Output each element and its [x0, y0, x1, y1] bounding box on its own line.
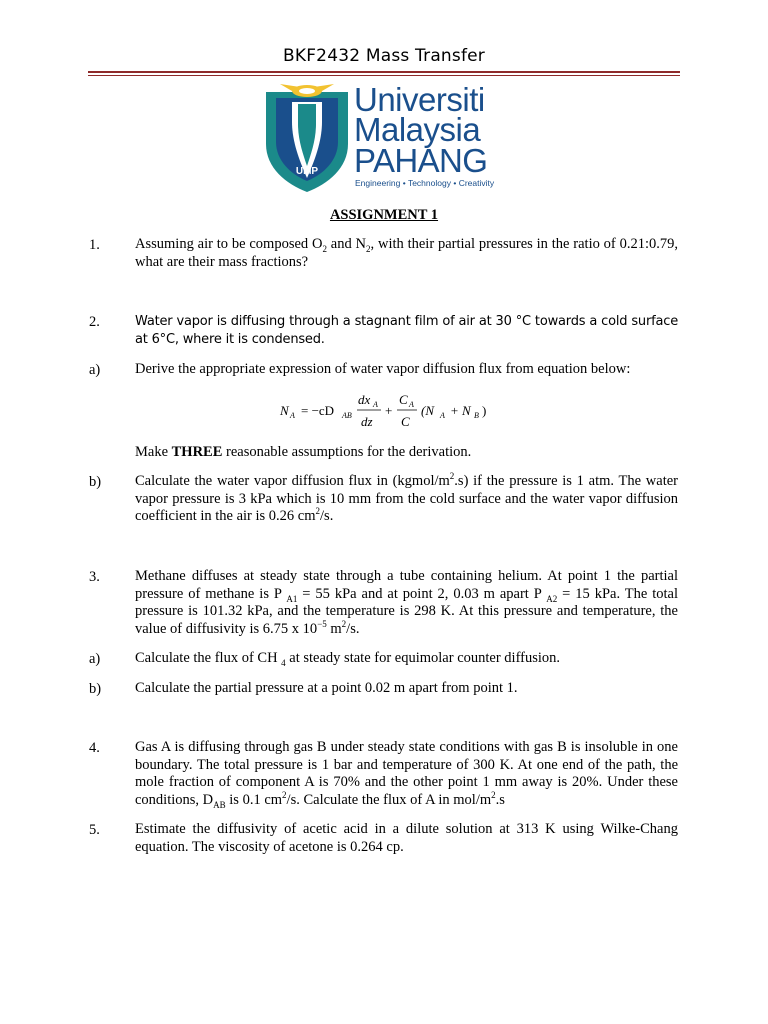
q2a-label: a)	[89, 362, 101, 378]
q1-number: 1.	[89, 237, 100, 253]
q3-number: 3.	[89, 569, 100, 585]
q2b-text: Calculate the water vapor diffusion flux in $(kgmol/m^2.s)$ if the pressure is 1 atm. The water vapor pressure is 3 kPa which is 10 mm from the cold surface and the water vapor diffusion coefficient in the air is 0.26 $cm^2/s$.	[135, 471, 678, 524]
header-rule-thin	[88, 75, 680, 76]
q3-text: Methane diffuses at steady state through a tube containing helium. At point 1 the partial pressure of methane is P $_{A1}$ = 55 kPa and at point 2, 0.03 m apart P $_{A2}$ = 15 kPa. The total pressure is 101.32 kPa, and the temperature is 298 K. At this pressure and temperature, the value of diffusivity is 6.75 x $10^{-5}$ $m^2/s$.	[135, 568, 678, 637]
assignment-title: ASSIGNMENT 1	[329, 207, 439, 223]
eq-paren-sub2: B	[474, 411, 479, 420]
eq-lhs-sub: A	[290, 411, 295, 420]
eq-paren-sub1: A	[440, 411, 445, 420]
eq-frac1-num: dx	[358, 392, 371, 407]
eq-paren-open: (N	[421, 403, 434, 418]
logo-word-pahang: PAHANG	[354, 142, 488, 179]
eq-dab-sub: AB	[342, 411, 352, 420]
eq-frac2-den: C	[401, 414, 410, 429]
q2a-text: Derive the appropriate expression of water vapor diffusion flux from equation below:	[135, 361, 631, 377]
logo-word-malaysia: Malaysia	[354, 111, 481, 148]
eq-lhs: N	[280, 403, 289, 418]
eq-frac1-num-sub: A	[373, 400, 378, 409]
university-logo	[262, 82, 512, 194]
q5-number: 5.	[89, 822, 100, 838]
q3b-label: b)	[89, 681, 102, 697]
logo-tagline: Engineering • Technology • Creativity	[355, 178, 495, 188]
ump-badge-text: UMP	[295, 166, 319, 177]
course-title: BKF2432 Mass Transfer	[282, 46, 486, 66]
tagline-technology: Technology	[407, 178, 451, 188]
tagline-creativity: Creativity	[458, 178, 495, 188]
header-rule-thick	[88, 71, 680, 73]
eq-frac2-num-sub: A	[409, 400, 414, 409]
q2-text: Water vapor is diffusing through a stagnant film of air at 30 °C towards a cold surface at 6°C, where it is condensed.	[135, 314, 678, 347]
eq-paren-close: )	[482, 403, 487, 418]
eq-equals-cd: = −cD	[301, 403, 335, 418]
q2b-label: b)	[89, 474, 102, 490]
q3b-text: Calculate the partial pressure at a point 0.02 m apart from point 1.	[135, 680, 518, 696]
q4-number: 4.	[89, 740, 100, 756]
logo-word-universiti: Universiti	[354, 81, 485, 118]
q4-text: Gas A is diffusing through gas B under steady state conditions with gas B is insoluble in one boundary. The total pressure is 1 bar and temperature of 300 K. At one end of the path, the mole fraction of component A is 70% and the other point 1 mm away is 20%. Under these conditions, $D_{AB}$ is 0.1 $cm^2/s$. Calculate the flux of A in mol/$m^2.s$	[135, 739, 678, 810]
eq-plus: +	[385, 403, 393, 418]
q1-text: Assuming air to be composed $O_2$ and $N_2$, with their partial pressures in the ratio of 0.21:0.79, what are their mass fractions?	[135, 236, 678, 270]
q2-number: 2.	[89, 314, 100, 330]
eq-frac2-num: C	[399, 392, 408, 407]
tagline-engineering: Engineering	[355, 178, 401, 188]
eq-paren-plus: + N	[450, 403, 471, 418]
ump-shield-icon	[262, 82, 352, 194]
diffusion-flux-equation	[270, 388, 510, 432]
eq-frac1-den: dz	[361, 414, 373, 429]
q2-assumptions-text: Make THREE reasonable assumptions for the derivation.	[135, 444, 472, 460]
q3a-label: a)	[89, 651, 101, 667]
q5-text: Estimate the diffusivity of acetic acid in a dilute solution at 313 K using Wilke-Chang equation. The viscosity of acetone is 0.264 cp.	[135, 821, 678, 855]
q3a-text: Calculate the flux of CH $_4$ at steady state for equimolar counter diffusion.	[135, 650, 561, 668]
